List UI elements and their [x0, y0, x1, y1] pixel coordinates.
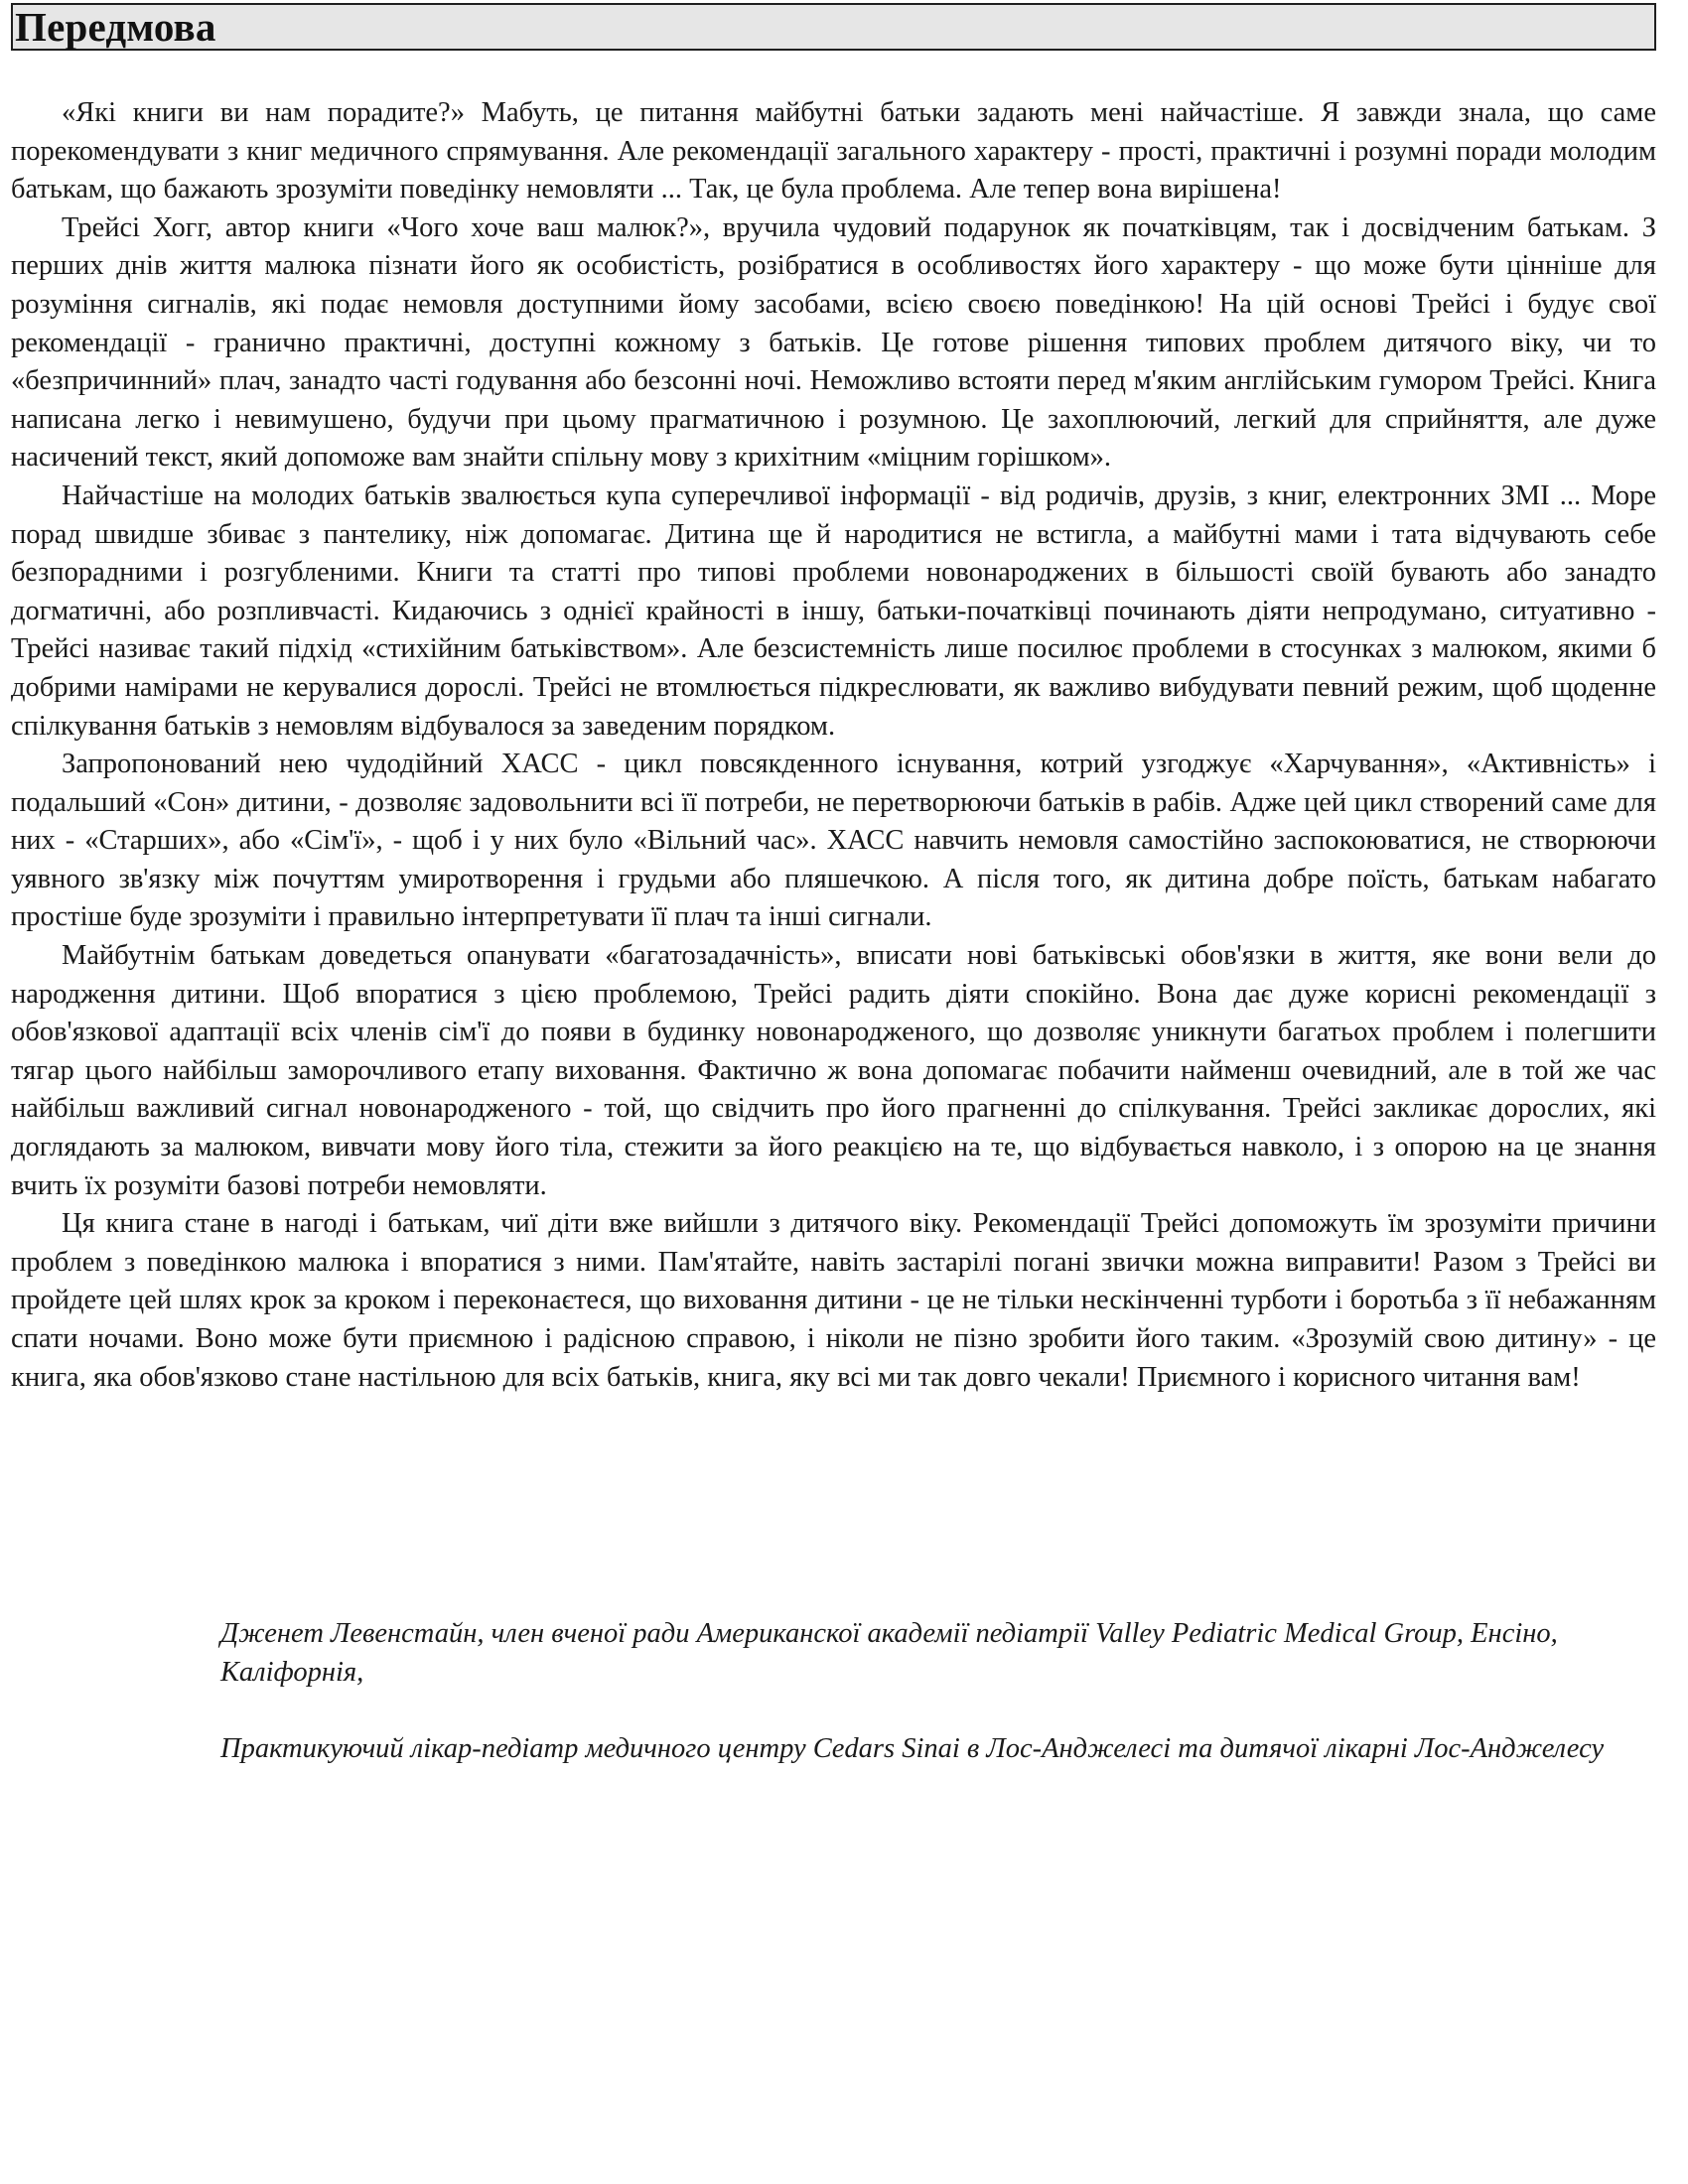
signature-position: Практикуючий лікар-педіатр медичного центру Cedars Sinai в Лос-Анджелесі та дитячої лікарні Лос-Анджелесу	[220, 1732, 1605, 1764]
author-signature	[220, 1615, 1611, 1768]
paragraph-6: Ця книга стане в нагоді і батькам, чиї діти вже вийшли з дитячого віку. Рекомендації Трейсі допоможуть їм зрозуміти причини проблем з поведінкою малюка і впоратися з ними. Пам'ятайте, навіть застарілі погані звички можна виправити! Разом з Трейсі ви пройдете цей шлях крок за кроком і переконаєтеся, що виховання дитини - це не тільки нескінченні турботи і боротьба з її небажанням спати ночами. Воно може бути приємною і радісною справою, і ніколи не пізно зробити його таким. «Зрозумій свою дитину» - це книга, яка обов'язково стане настільною для всіх батьків, книга, яку всі ми так довго чекали! Приємного і корисного читання вам!	[11, 1208, 1656, 1393]
section-heading-bar	[11, 3, 1656, 51]
paragraph-2: Трейсі Хогг, автор книги «Чого хоче ваш малюк?», вручила чудовий подарунок як початківцям, так і досвідченим батькам. З перших днів життя малюка пізнати його як особистість, розібратися в особливостях його характеру - що може бути цінніше для розуміння сигналів, які подає немовля доступними йому засобами, всією своєю поведінкою! На цій основі Трейсі і будує свої рекомендації - гранично практичні, доступні кожному з батьків. Це готове рішення типових проблем дитячого віку, чи то «безпричинний» плач, занадто часті годування або безсонні ночі. Неможливо встояти перед м'яким англійським гумором Трейсі. Книга написана легко і невимушено, будучи при цьому прагматичною і розумною. Це захоплюючий, легкий для сприйняття, але дуже насичений текст, який допоможе вам знайти спільну мову з крихітним «міцним горішком».	[11, 211, 1656, 474]
signature-spacer	[220, 1692, 1611, 1730]
paragraph-4: Запропонований нею чудодійний ХАСС - цикл повсякденного існування, котрий узгоджує «Харчування», «Активність» і подальший «Сон» дитини, - дозволяє задовольнити всі її потреби, не перетворюючи батьків в рабів. Адже цей цикл створений саме для них - «Старших», або «Сім'ї», - щоб і у них було «Вільний час». ХАСС навчить немовля самостійно заспокоюватися, не створюючи уявного зв'язку між почуттям умиротворення і грудьми або пляшечкою. А після того, як дитина добре поїсть, батькам набагато простіше буде зрозуміти і правильно інтерпретувати її плач та інші сигнали.	[11, 749, 1656, 933]
foreword-body	[11, 94, 1656, 1397]
paragraph-5: Майбутнім батькам доведеться опанувати «багатозадачність», вписати нові батьківські обов'язки в життя, яке вони вели до народження дитини. Щоб впоратися з цією проблемою, Трейсі радить діяти спокійно. Вона дає дуже корисні рекомендації з обов'язкової адаптації всіх членів сім'ї до появи в будинку новонародженого, що дозволяє уникнути багатьох проблем і полегшити тягар цього найбільш заморочливого етапу виховання. Фактично ж вона допомагає побачити найменш очевидний, але в той же час найбільш важливий сигнал новонародженого - той, що свідчить про його прагненні до спілкування. Трейсі закликає дорослих, які доглядають за малюком, вивчати мову його тіла, стежити за його реакцією на те, що відбувається навколо, і з опорою на це знання вчить їх розуміти базові потреби немовляти.	[11, 940, 1656, 1201]
paragraph-1: «Які книги ви нам порадите?» Мабуть, це питання майбутні батьки задають мені найчастіше. Я завжди знала, що саме порекомендувати з книг медичного спрямування. Але рекомендації загального характеру - прості, практичні і розумні поради молодим батькам, що бажають зрозуміти поведінку немовляти ... Так, це була проблема. Але тепер вона вирішена!	[11, 97, 1656, 205]
paragraph-3: Найчастіше на молодих батьків звалюється купа суперечливої інформації - від родичів, друзів, з книг, електронних ЗМІ ... Море порад швидше збиває з пантелику, ніж допомагає. Дитина ще й народитися не встигла, а майбутні мами і тата відчувають себе безпорадними і розгубленими. Книги та статті про типові проблеми новонароджених в більшості своїй бувають або занадто догматичні, або розпливчасті. Кидаючись з однієї крайності в іншу, батьки-початківці починають діяти непродумано, ситуативно - Трейсі називає такий підхід «стихійним батьківством». Але безсистемність лише посилює проблеми в стосунках з малюком, якими б добрими намірами не керувалися дорослі. Трейсі не втомлюється підкреслювати, як важливо вибудувати певний режим, щоб щоденне спілкування батьків з немовлям відбувалося за заведеним порядком.	[11, 479, 1656, 742]
signature-affiliation: Дженет Левенстайн, член вченої ради Американскої академії педіатрії Valley Pediatric Medical Group, Енсіно, Каліфорнія,	[220, 1618, 1558, 1688]
section-heading: Передмова	[15, 4, 216, 50]
